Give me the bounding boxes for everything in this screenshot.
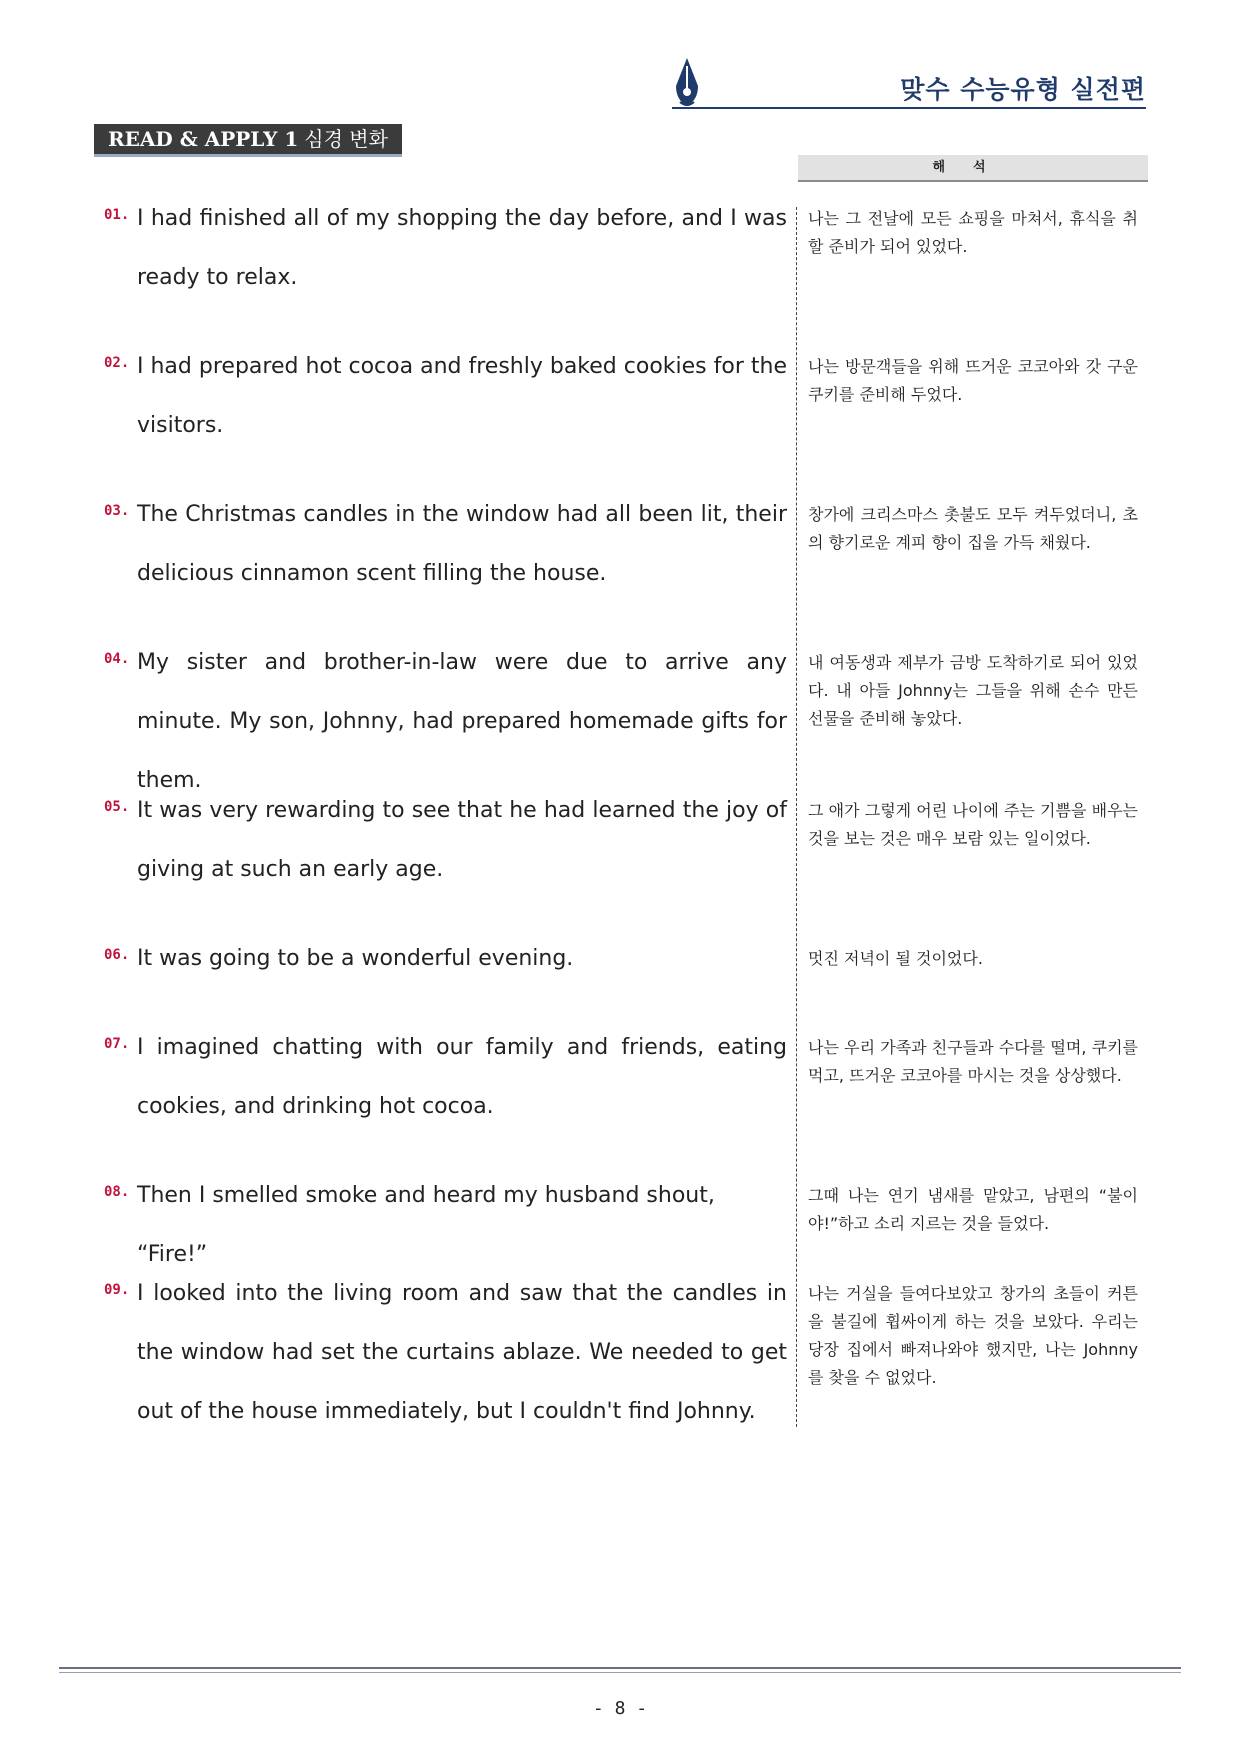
footer-rule-thin bbox=[59, 1672, 1181, 1673]
sentence-number: 02. bbox=[104, 355, 130, 371]
english-sentence: I imagined chatting with our family and friends, eating cookies, and drinking hot cocoa. bbox=[137, 1035, 787, 1119]
book-title: 맞수 수능유형 실전편 bbox=[900, 75, 1146, 104]
korean-translation: 그 애가 그렇게 어린 나이에 주는 기쁨을 배우는 것을 보는 것은 매우 보람 있는 일이었다. bbox=[808, 801, 1138, 848]
sentence-number: 03. bbox=[104, 503, 130, 519]
korean-translation: 나는 우리 가족과 친구들과 수다를 떨며, 쿠키를 먹고, 뜨거운 코코아를 마시는 것을 상상했다. bbox=[808, 1038, 1138, 1085]
sentence-number: 05. bbox=[104, 799, 130, 815]
translation-header: 해석 bbox=[798, 155, 1148, 182]
fountain-pen-nib-icon bbox=[672, 56, 702, 110]
english-sentence: It was going to be a wonderful evening. bbox=[137, 946, 574, 971]
korean-translation: 그때 나는 연기 냄새를 맡았고, 남편의 “불이야!”하고 소리 지르는 것을 들었다. bbox=[808, 1186, 1138, 1233]
english-sentence: I had finished all of my shopping the day before, and I was ready to relax. bbox=[137, 206, 787, 290]
korean-translation: 멋진 저녁이 될 것이었다. bbox=[808, 949, 983, 968]
english-sentence: My sister and brother-in-law were due to arrive any minute. My son, Johnny, had prepared homemade gifts for them. bbox=[137, 650, 787, 793]
sentence-number: 08. bbox=[104, 1184, 130, 1200]
korean-translation: 나는 거실을 들여다보았고 창가의 초들이 커튼을 불길에 휩싸이게 하는 것을 보았다. 우리는 당장 집에서 빠져나와야 했지만, 나는 Johnny를 찾을 수 없었다. bbox=[808, 1284, 1138, 1387]
sentence-number: 09. bbox=[104, 1282, 130, 1298]
header-rule bbox=[672, 107, 1146, 109]
section-tag-label: READ & APPLY 1 bbox=[108, 127, 299, 151]
english-sentence: I had prepared hot cocoa and freshly baked cookies for the visitors. bbox=[137, 354, 787, 438]
column-divider bbox=[796, 207, 797, 1427]
korean-translation: 내 여동생과 제부가 금방 도착하기로 되어 있었다. 내 아들 Johnny는 그들을 위해 손수 만든 선물을 준비해 놓았다. bbox=[808, 653, 1138, 728]
korean-translation: 나는 그 전날에 모든 쇼핑을 마쳐서, 휴식을 취할 준비가 되어 있었다. bbox=[808, 209, 1138, 256]
section-tag-topic: 심경 변화 bbox=[304, 127, 388, 151]
sentence-number: 01. bbox=[104, 207, 130, 223]
english-sentence: I looked into the living room and saw that the candles in the window had set the curtains ablaze. We needed to get out of the house immediately, but I couldn't find Johnny. bbox=[137, 1281, 787, 1424]
english-sentence: It was very rewarding to see that he had learned the joy of giving at such an early age. bbox=[137, 798, 787, 882]
english-sentence: The Christmas candles in the window had all been lit, their delicious cinnamon scent filling the house. bbox=[137, 502, 787, 586]
page-number: - 8 - bbox=[592, 1698, 648, 1719]
section-tag bbox=[94, 124, 402, 157]
sentence-number: 07. bbox=[104, 1036, 130, 1052]
korean-translation: 창가에 크리스마스 촛불도 모두 켜두었더니, 초의 향기로운 계피 향이 집을 가득 채웠다. bbox=[808, 505, 1138, 552]
sentence-number: 06. bbox=[104, 947, 130, 963]
korean-translation: 나는 방문객들을 위해 뜨거운 코코아와 갓 구운 쿠키를 준비해 두었다. bbox=[808, 357, 1138, 404]
footer-rule bbox=[59, 1667, 1181, 1669]
english-sentence: Then I smelled smoke and heard my husband shout, “Fire!” bbox=[137, 1183, 715, 1267]
sentence-number: 04. bbox=[104, 651, 130, 667]
